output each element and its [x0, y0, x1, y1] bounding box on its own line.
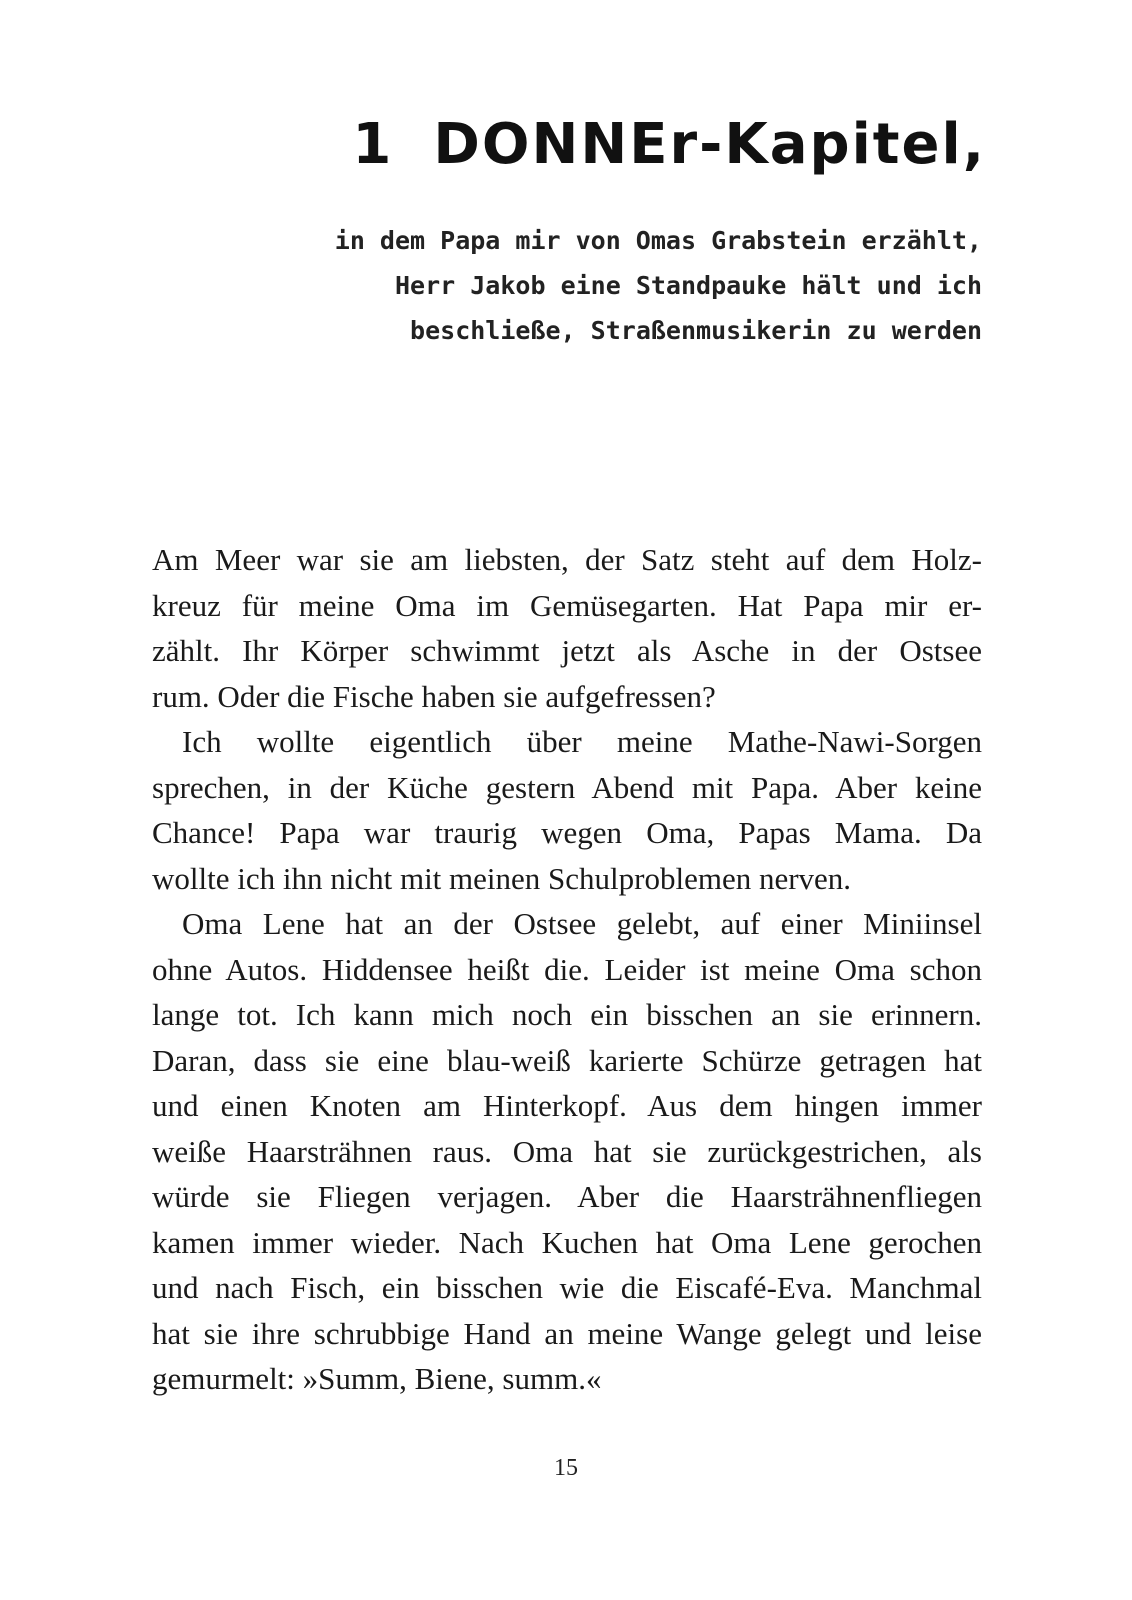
text-line: wollte ich ihn nicht mit meinen Schulproblemen nerven.: [152, 860, 852, 896]
text-line: und nach Fisch, ein bisschen wie die Eiscafé-Eva. Manchmal: [152, 1270, 982, 1305]
text-line: und einen Knoten am Hinterkopf. Aus dem hingen immer: [152, 1088, 982, 1123]
text-line: gemurmelt: »Summ, Biene, summ.«: [152, 1361, 602, 1396]
text-line: würde sie Fliegen verjagen. Aber die Haarsträhnenfliegen: [152, 1179, 982, 1214]
text-line: zählt. Ihr Körper schwimmt jetzt als Asche in der Ostsee: [152, 633, 982, 668]
subtitle-line: beschließe, Straßenmusikerin zu werden: [410, 316, 982, 345]
subtitle-line: in dem Papa mir von Omas Grabstein erzählt,: [334, 226, 982, 255]
chapter-number: 1: [352, 112, 394, 177]
text-line: Ich wollte eigentlich über meine Mathe-Nawi-Sorgen: [182, 724, 982, 759]
text-line: hat sie ihre schrubbige Hand an meine Wange gelegt und leise: [152, 1315, 982, 1351]
text-line: sprechen, in der Küche gestern Abend mit Papa. Aber keine: [152, 769, 982, 805]
chapter-heading: [352, 112, 986, 177]
text-line: Am Meer war sie am liebsten, der Satz steht auf dem Holz-: [152, 542, 982, 577]
text-line: Chance! Papa war traurig wegen Oma, Papas Mama. Da: [152, 815, 982, 850]
text-line: kamen immer wieder. Nach Kuchen hat Oma Lene gerochen: [152, 1224, 982, 1260]
text-line: Oma Lene hat an der Ostsee gelebt, auf einer Miniinsel: [182, 906, 982, 941]
text-line: ohne Autos. Hiddensee heißt die. Leider ist meine Oma schon: [152, 951, 982, 987]
text-line: Daran, dass sie eine blau-weiß karierte Schürze getragen hat: [152, 1042, 982, 1078]
page-number: 15: [554, 1455, 578, 1481]
subtitle-line: Herr Jakob eine Standpauke hält und ich: [395, 271, 982, 300]
text-line: weiße Haarsträhnen raus. Oma hat sie zurückgestrichen, als: [152, 1133, 982, 1169]
body-text: [152, 537, 982, 1402]
chapter-subtitle: [222, 218, 982, 353]
text-line: lange tot. Ich kann mich noch ein bisschen an sie erinnern.: [152, 997, 982, 1032]
chapter-title: DONNEr-Kapitel,: [433, 112, 986, 177]
text-line: rum. Oder die Fische haben sie aufgefressen?: [152, 678, 716, 714]
text-line: kreuz für meine Oma im Gemüsegarten. Hat Papa mir er-: [152, 587, 982, 623]
